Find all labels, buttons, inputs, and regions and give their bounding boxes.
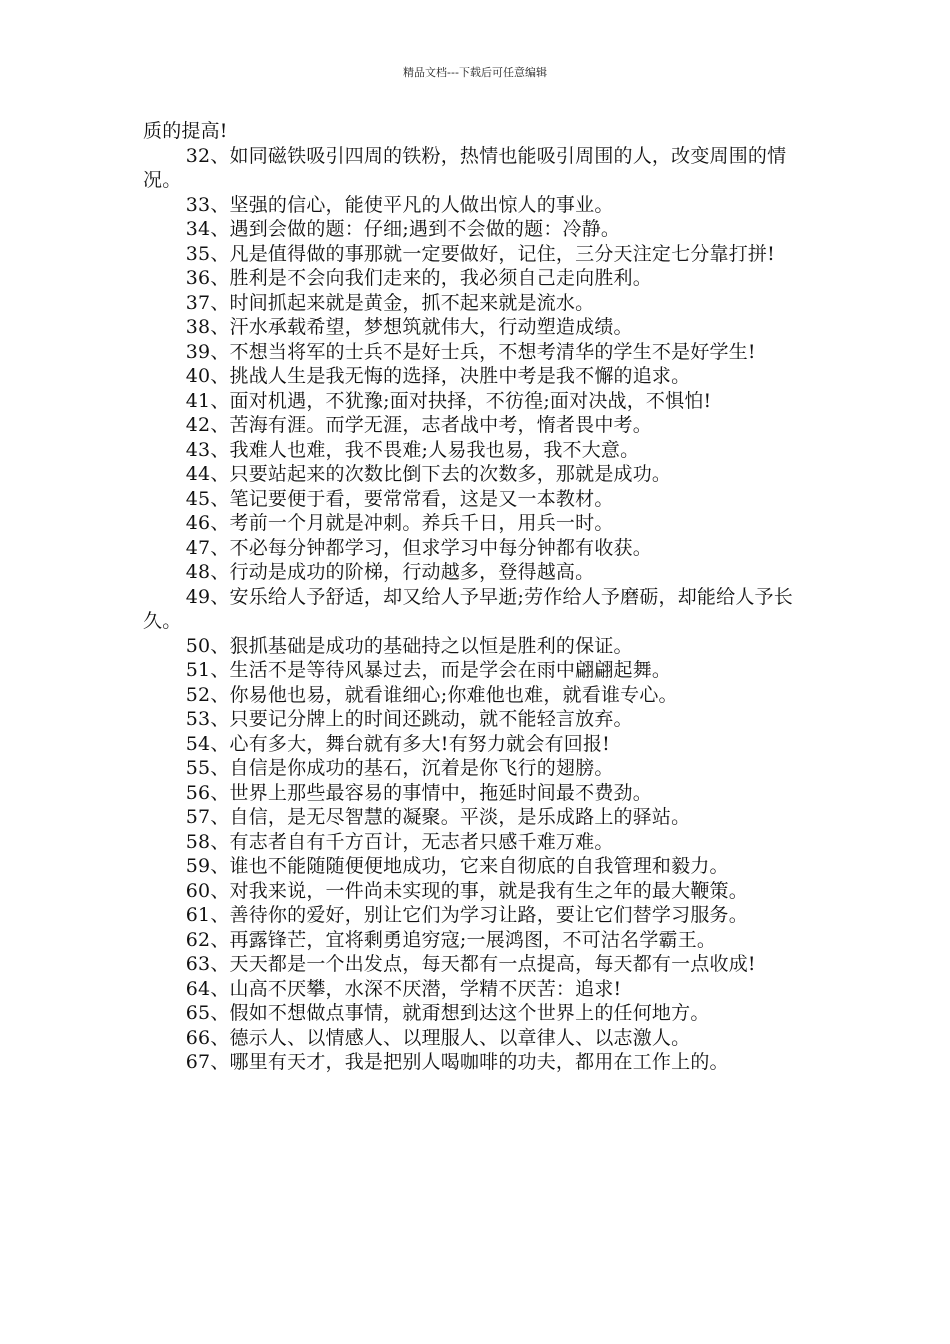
paragraph-49: 49、安乐给人予舒适，却又给人予早逝;劳作给人予磨砺，却能给人予长久。 xyxy=(143,585,793,632)
paragraph-40: 40、挑战人生是我无悔的选择，决胜中考是我不懈的追求。 xyxy=(185,365,691,387)
paragraph-47: 47、不必每分钟都学习，但求学习中每分钟都有收获。 xyxy=(185,536,652,559)
paragraph-41: 41、面对机遇，不犹豫;面对抉择，不彷徨;面对决战，不惧怕! xyxy=(185,389,712,412)
paragraph-64: 64、山高不厌攀，水深不厌潜，学精不厌苦：追求! xyxy=(185,977,622,1000)
paragraph-46: 46、考前一个月就是冲刺。养兵千日，用兵一时。 xyxy=(185,512,614,534)
paragraph-66: 66、德示人、以情感人、以理服人、以章律人、以志激人。 xyxy=(185,1026,691,1049)
paragraph-50: 50、狠抓基础是成功的基础持之以恒是胜利的保证。 xyxy=(185,634,633,657)
paragraph-32: 32、如同磁铁吸引四周的铁粉，热情也能吸引周围的人，改变周围的情况。 xyxy=(143,144,787,191)
paragraph-38: 38、汗水承载希望，梦想筑就伟大，行动塑造成绩。 xyxy=(185,316,633,338)
paragraph-58: 58、有志者自有千方百计，无志者只感千难万难。 xyxy=(185,830,614,853)
paragraph-67: 67、哪里有天才，我是把别人喝咖啡的功夫，都用在工作上的。 xyxy=(185,1051,729,1073)
page-header: 精品文档---下载后可任意编辑 xyxy=(403,66,547,79)
paragraph-39: 39、不想当将军的士兵不是好士兵，不想考清华的学生不是好学生! xyxy=(185,340,756,363)
paragraph-43: 43、我难人也难，我不畏难;人易我也易，我不大意。 xyxy=(185,438,640,461)
paragraph-52: 52、你易他也易，就看谁细心;你难他也难，就看谁专心。 xyxy=(185,683,678,706)
paragraph-37: 37、时间抓起来就是黄金，抓不起来就是流水。 xyxy=(185,291,595,314)
paragraph-60: 60、对我来说，一件尚未实现的事，就是我有生之年的最大鞭策。 xyxy=(185,879,748,902)
paragraph-48: 48、行动是成功的阶梯，行动越多，登得越高。 xyxy=(185,561,595,583)
paragraph-53: 53、只要记分牌上的时间还跳动，就不能轻言放弃。 xyxy=(185,708,633,730)
paragraph-continuation: 质的提高! xyxy=(143,120,228,142)
document-body xyxy=(143,119,811,1075)
paragraph-51: 51、生活不是等待风暴过去，而是学会在雨中翩翩起舞。 xyxy=(185,659,672,681)
paragraph-57: 57、自信，是无尽智慧的凝聚。平淡，是乐成路上的驿站。 xyxy=(185,806,691,828)
paragraph-61: 61、善待你的爱好，别让它们为学习让路，要让它们替学习服务。 xyxy=(185,904,748,926)
paragraph-42: 42、苦海有涯。而学无涯，志者战中考，惰者畏中考。 xyxy=(185,414,652,436)
paragraph-45: 45、笔记要便于看，要常常看，这是又一本教材。 xyxy=(185,487,614,510)
paragraph-62: 62、再露锋芒，宜将剩勇追穷寇;一展鸿图，不可沽名学霸王。 xyxy=(185,928,717,951)
paragraph-35: 35、凡是值得做的事那就一定要做好，记住，三分天注定七分靠打拼! xyxy=(185,242,775,265)
paragraph-36: 36、胜利是不会向我们走来的，我必须自己走向胜利。 xyxy=(185,267,652,289)
paragraph-44: 44、只要站起来的次数比倒下去的次数多，那就是成功。 xyxy=(185,463,672,485)
paragraph-33: 33、坚强的信心，能使平凡的人做出惊人的事业。 xyxy=(185,193,614,216)
paragraph-54: 54、心有多大，舞台就有多大!有努力就会有回报! xyxy=(185,732,610,755)
paragraph-56: 56、世界上那些最容易的事情中，拖延时间最不费劲。 xyxy=(185,781,652,804)
paragraph-59: 59、谁也不能随随便便地成功，它来自彻底的自我管理和毅力。 xyxy=(185,855,729,877)
paragraph-55: 55、自信是你成功的基石，沉着是你飞行的翅膀。 xyxy=(185,757,614,779)
paragraph-63: 63、天天都是一个出发点，每天都有一点提高，每天都有一点收成! xyxy=(185,953,756,975)
paragraph-65: 65、假如不想做点事情，就甭想到达这个世界上的任何地方。 xyxy=(185,1002,710,1024)
paragraph-34: 34、遇到会做的题：仔细;遇到不会做的题：冷静。 xyxy=(185,218,621,240)
